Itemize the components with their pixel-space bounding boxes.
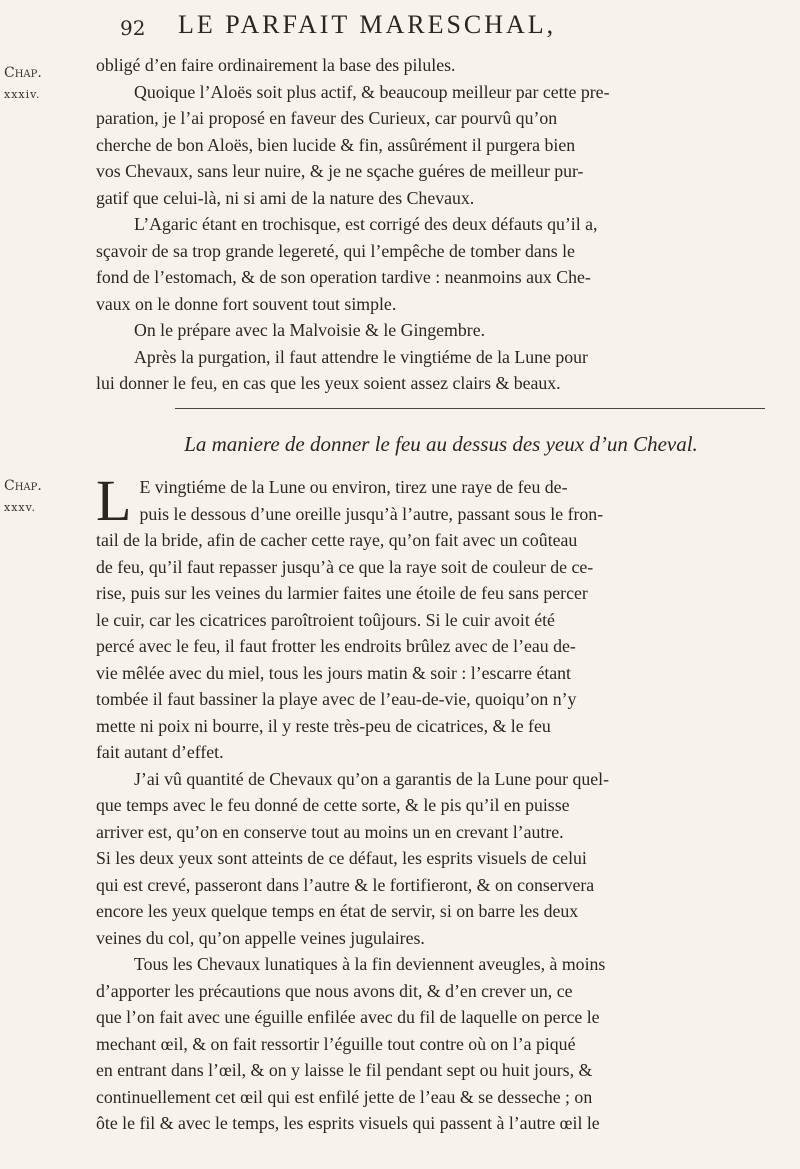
text-line: lui donner le feu, en cas que les yeux soient assez clairs & beaux. [96, 373, 561, 393]
text-line: ôte le fil & avec le temps, les esprits visuels qui passent à l’autre œil le [96, 1113, 600, 1133]
text-line: de feu, qu’il faut repasser jusqu’à ce que la raye soit de couleur de ce- [96, 556, 594, 577]
text-line: sçavoir de sa trop grande legereté, qui l’empêche de tomber dans le [96, 240, 575, 261]
text-line: Quoique l’Aloës soit plus actif, & beaucoup meilleur par cette pre- [134, 81, 610, 102]
text-line: qui est crevé, passeront dans l’autre & le fortifieront, & on conservera [96, 874, 595, 895]
page-number: 92 [120, 16, 146, 40]
chapter-marker-34 [4, 62, 42, 106]
text-line: L’Agaric étant en trochisque, est corrigé des deux défauts qu’il a, [134, 214, 598, 234]
text-line: paration, je l’ai proposé en faveur des Curieux, car pourvû qu’on [96, 108, 558, 128]
text-line: en entrant dans l’œil, & on y laisse le fil pendant sept ou huit jours, & [96, 1060, 593, 1080]
text-line: vos Chevaux, sans leur nuire, & je ne sçache guéres de meilleur pur- [96, 161, 584, 181]
chapter-number: xxxv. [4, 501, 37, 514]
section-2-text [96, 468, 786, 1137]
text-line: continuellement cet œil qui est enfilé jette de l’eau & se desseche ; on [96, 1086, 593, 1107]
text-line: fond de l’estomach, & de son operation tardive : neanmoins aux Che- [96, 267, 591, 287]
text-line: veines du col, qu’on appelle veines jugulaires. [96, 927, 425, 948]
running-title: LE PARFAIT MARESCHAL, [178, 10, 557, 39]
text-line: que temps avec le feu donné de cette sorte, & le pis qu’il en puisse [96, 795, 570, 815]
text-line: puis le dessous d’une oreille jusqu’à l’autre, passant sous le fron- [139, 503, 604, 524]
text-line: J’ai vû quantité de Chevaux qu’on a garantis de la Lune pour quel- [134, 768, 610, 789]
text-line: mette ni poix ni bourre, il y reste très-peu de cicatrices, & le feu [96, 715, 551, 736]
text-line: percé avec le feu, il faut frotter les endroits brûlez avec de l’eau de- [96, 636, 576, 656]
text-line: On le prépare avec la Malvoisie & le Gingembre. [134, 320, 486, 340]
chapter-number: xxxiv. [4, 88, 41, 101]
text-line: arriver est, qu’on en conserve tout au moins un en crevant l’autre. [96, 821, 564, 842]
text-line: Tous les Chevaux lunatiques à la fin deviennent aveugles, à moins [134, 954, 606, 974]
text-line: le cuir, car les cicatrices paroîtroient toûjours. Si le cuir avoit été [96, 609, 555, 630]
text-line: cherche de bon Aloës, bien lucide & fin, assûrément il purgera bien [96, 134, 576, 155]
text-line: d’apporter les précautions que nous avons dit, & d’en crever un, ce [96, 980, 573, 1001]
first-paragraph [96, 468, 786, 533]
section-title: La maniere de donner le feu au dessus des yeux d’un Cheval. [184, 432, 698, 456]
text-line: vie mêlée avec du miel, tous les jours matin & soir : l’escarre étant [96, 662, 571, 683]
chapter-label: Chap. [4, 65, 42, 81]
text-line: que l’on fait avec une éguille enfilée avec du fil de laquelle on perce le [96, 1007, 600, 1027]
text-line: mechant œil, & on fait ressortir l’éguille tout contre où on l’a piqué [96, 1033, 576, 1054]
text-line: Si les deux yeux sont atteints de ce défaut, les esprits visuels de celui [96, 848, 587, 868]
chapter-marker-35 [4, 475, 42, 519]
drop-cap: L [96, 468, 132, 533]
text-line: encore les yeux quelque temps en état de servir, si on barre les deux [96, 901, 579, 921]
text-line: Après la purgation, il faut attendre le vingtiéme de la Lune pour [134, 346, 588, 367]
text-line: tombée il faut bassiner la playe avec de l’eau-de-vie, quoiqu’on n’y [96, 689, 577, 709]
page-header [120, 8, 760, 46]
chapter-label: Chap. [4, 478, 42, 494]
text-line: rise, puis sur les veines du larmier faites une étoile de feu sans percer [96, 583, 588, 603]
text-line: fait autant d’effet. [96, 742, 224, 762]
section-divider [175, 408, 765, 409]
text-line: E vingtiéme de la Lune ou environ, tirez une raye de feu de- [139, 477, 568, 497]
text-line: tail de la bride, afin de cacher cette raye, qu’on fait avec un coûteau [96, 530, 578, 550]
text-line: obligé d’en faire ordinairement la base des pilules. [96, 55, 456, 75]
text-line: gatif que celui-là, ni si ami de la nature des Chevaux. [96, 187, 475, 208]
text-line: vaux on le donne fort souvent tout simple. [96, 293, 397, 314]
section-1-text [96, 52, 786, 397]
